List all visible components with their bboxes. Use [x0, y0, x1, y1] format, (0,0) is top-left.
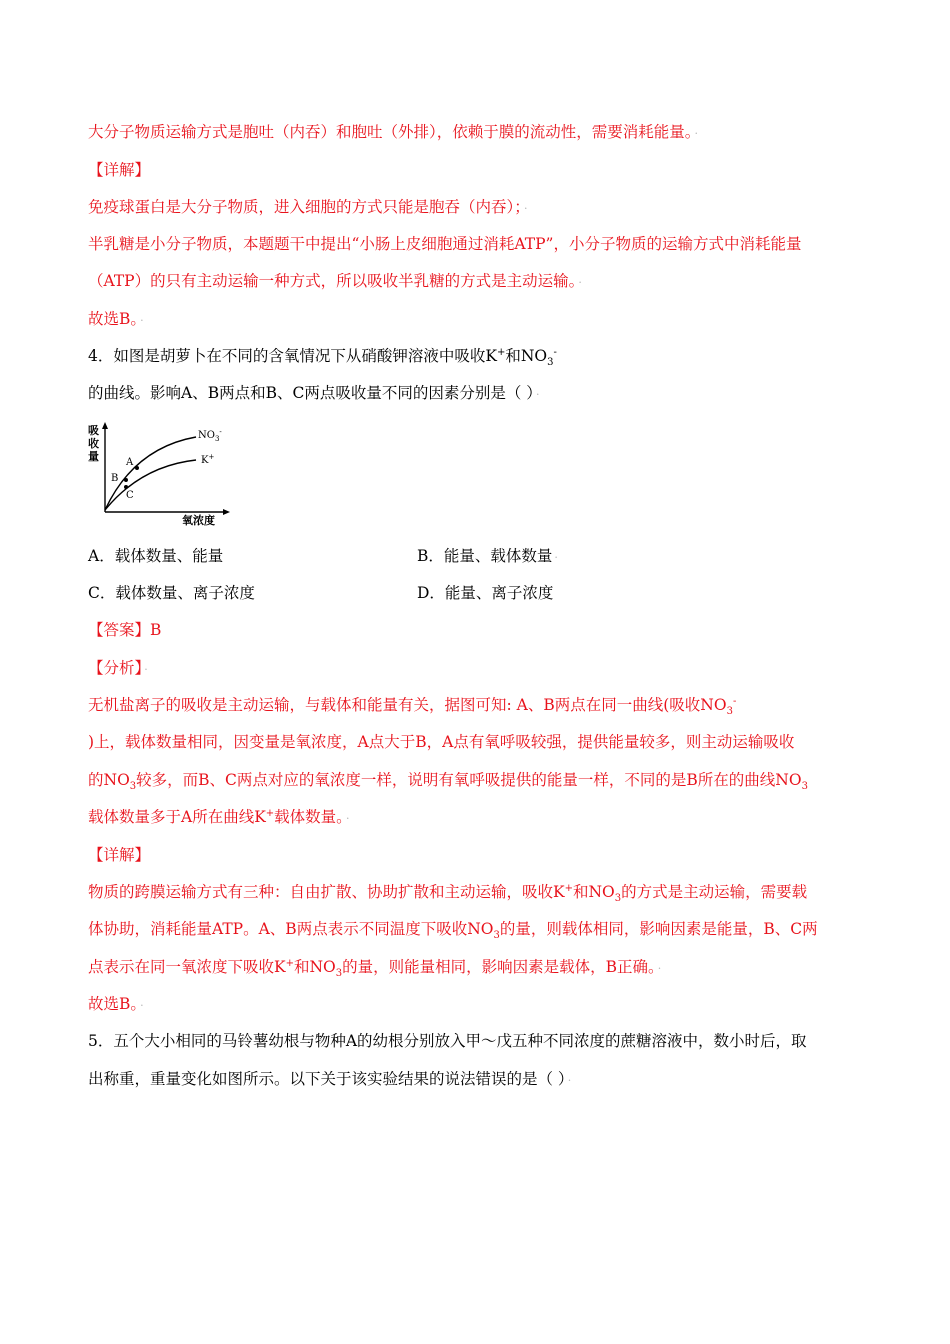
question-stem: 出称重，重量变化如图所示。以下关于该实验结果的说法错误的是（ ） · — [88, 1070, 572, 1088]
answer-text: 【答案】B — [88, 621, 162, 639]
analysis-text: 无机盐离子的吸收是主动运输，与载体和能量有关，据图可知: A、B两点在同一曲线(吸收$NO_3^-$ — [88, 695, 737, 718]
detail-text: 体协助，消耗能量ATP。A、B两点表示不同温度下吸收$NO_3$的量，则载体相同，影响因素是能量，B、C两 — [88, 920, 818, 942]
y-axis-arrow — [102, 422, 108, 429]
point-a-marker — [135, 466, 139, 470]
y-label: 收 — [88, 437, 99, 450]
question-stem: 5．五个大小相同的马铃薯幼根与物种A的幼根分别放入甲～戊五种不同浓度的蔗糖溶液中，数小时后，取 — [88, 1032, 807, 1050]
detail-text: 半乳糖是小分子物质，本题题干中提出“小肠上皮细胞通过消耗ATP”，小分子物质的运输方式中消耗能量 — [88, 235, 802, 253]
option-b[interactable]: B．能量、载体数量 · — [417, 547, 558, 565]
analysis-text: 的$NO_3$较多，而B、C两点对应的氧浓度一样，说明有氧呼吸提供的能量一样，不同的是B所在的曲线$NO_3$ — [88, 771, 808, 793]
analysis-label: 【分析】 · — [88, 659, 148, 677]
detail-text: （ATP）的只有主动运输一种方式，所以吸收半乳糖的方式是主动运输。 · — [88, 272, 582, 290]
point-b-marker — [124, 478, 128, 482]
question-stem: 的曲线。影响A、B两点和B、C两点吸收量不同的因素分别是（ ） · — [88, 384, 540, 402]
series-label-k: K+ — [201, 453, 215, 466]
detail-text: 物质的跨膜运输方式有三种：自由扩散、协助扩散和主动运输，吸收K+和$NO_3$的方式是主动运输，需要载 — [88, 882, 808, 905]
option-a[interactable]: A．载体数量、能量 — [88, 547, 224, 565]
point-c-label: C — [126, 490, 134, 501]
conclusion-text: 故选B。 · — [88, 310, 144, 328]
point-b-label: B — [111, 473, 119, 484]
series-label-no3: $NO_3^-$ — [198, 428, 222, 443]
analysis-text: )上，载体数量相同，因变量是氧浓度，A点大于B，A点有氧呼吸较强，提供能量较多，则主动运输吸收 — [88, 733, 795, 751]
conclusion-text: 故选B。 · — [88, 995, 144, 1013]
option-c[interactable]: C．载体数量、离子浓度 — [88, 584, 255, 602]
analysis-text: 大分子物质运输方式是胞吐（内吞）和胞吐（外排），依赖于膜的流动性，需要消耗能量。 · — [88, 123, 699, 141]
x-label: 氧浓度 — [182, 514, 215, 527]
analysis-text: 载体数量多于A所在曲线K+载体数量。 · — [88, 807, 350, 826]
detail-text: 点表示在同一氧浓度下吸收K+和$NO_3$的量，则能量相同，影响因素是载体，B正确。 · — [88, 957, 662, 980]
question-stem: 4．如图是胡萝卜在不同的含氧情况下从硝酸钾溶液中吸收K+和$NO_3^-$ — [88, 346, 557, 369]
detail-label: 【详解】 — [88, 846, 151, 864]
point-a-label: A — [126, 457, 134, 468]
y-label: 量 — [88, 450, 99, 463]
absorption-curve-figure — [86, 420, 236, 530]
detail-text: 免疫球蛋白是大分子物质，进入细胞的方式只能是胞吞（内吞）； · — [88, 198, 528, 216]
x-axis-arrow — [223, 509, 230, 515]
y-label: 吸 — [88, 424, 99, 437]
detail-label: 【详解】 — [88, 161, 151, 179]
point-c-marker — [124, 485, 128, 489]
option-d[interactable]: D．能量、离子浓度 — [417, 584, 554, 602]
